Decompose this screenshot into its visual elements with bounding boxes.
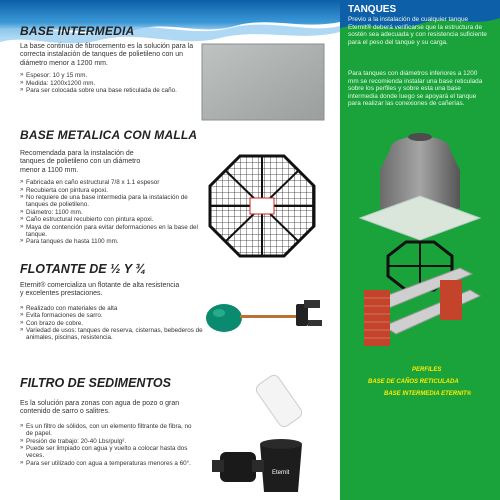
- bullet-list: [20, 305, 206, 342]
- section-filtro-sedimentos: [20, 376, 220, 467]
- list-item: » Diámetro: 1100 mm.: [20, 209, 198, 216]
- list-item: » Para tanques de hasta 1100 mm.: [20, 238, 198, 245]
- list-item: » Puede ser limpiado con agua y vuelto a colocar hasta dos veces.: [20, 445, 200, 460]
- bullet-list: [20, 72, 198, 94]
- list-item: » Fabricada en caño estructural 7/8 x 1.1 espesor: [20, 179, 198, 186]
- list-item: » Espesor: 10 y 15 mm.: [20, 72, 198, 79]
- section-flotante: [20, 262, 220, 342]
- section-body: La base continua de fibrocemento es la solución para la correcta instalación de tanques de polietileno con un diámetro menor a 1200 mm.: [20, 43, 194, 67]
- list-item: » Para ser utilizado con agua a temperaturas menores a 60°.: [20, 460, 200, 467]
- bullet-list: [20, 179, 198, 246]
- list-item: » Medida: 1200x1200 mm.: [20, 80, 198, 87]
- label-perfiles: PERFILES: [412, 367, 442, 373]
- section-body: Eternit® comercializa un flotante de alta resistencia y excelentes prestaciones.: [20, 282, 180, 298]
- panel-title: TANQUES: [348, 4, 397, 15]
- right-panel-tanques: [340, 0, 500, 500]
- label-base-canos: BASE DE CAÑOS RETICULADA: [368, 379, 459, 385]
- section-title: FLOTANTE DE ½ Y ¾: [20, 262, 146, 276]
- section-title: BASE INTERMEDIA: [20, 24, 135, 38]
- list-item: » Evita formaciones de sarro.: [20, 312, 206, 319]
- section-title: BASE METALICA CON MALLA: [20, 128, 198, 142]
- fibrocement-board-image: [200, 42, 326, 122]
- sediment-filter-image: [212, 370, 334, 496]
- panel-paragraph-1: Previo a la instalación de cualquier tanque Eternit® deberá verificarse que la estructura de sostén sea adecuada y con resistencia suficiente para el peso del tanque y su carga.: [348, 16, 487, 46]
- section-body: Es la solución para zonas con agua de pozo o gran contenido de sarro o salitres.: [20, 400, 180, 416]
- list-item: » Para ser colocada sobre una base reticulada de caño.: [20, 87, 198, 94]
- list-item: » Maya de contención para evitar deformaciones en la base del tanque.: [20, 224, 198, 239]
- list-item: » Variedad de usos: tanques de reserva, cisternas, bebederos de animales, piscinas, resistencia.: [20, 327, 206, 342]
- tank-installation-diagram: [340, 130, 500, 370]
- section-base-intermedia: [20, 24, 198, 94]
- float-valve-image: [204, 290, 330, 340]
- list-item: » Presión de trabajo: 20-40 Lbs/pulg².: [20, 438, 200, 445]
- list-item: » No requiere de una base intermedia para la instalación de tanques de polietileno.: [20, 194, 198, 209]
- section-body: Recomendada para la instalación de tanques de polietileno con un diámetro menor a 1100 mm.: [20, 150, 141, 174]
- list-item: » Recubierta con pintura epoxi.: [20, 187, 198, 194]
- label-base-intermedia: BASE INTERMEDIA ETERNIT®: [384, 391, 472, 397]
- section-title: FILTRO DE SEDIMENTOS: [20, 376, 171, 390]
- panel-paragraph-2: Para tanques con diámetros inferiores a 1200 mm se recomienda instalar una base reticulada sobre los perfiles y sobre esta una base intermedia donde luego se apoyará el tanque para realizar las conexiones de cañerías.: [348, 70, 483, 108]
- filter-brand-text: Eternit: [272, 470, 290, 476]
- list-item: » Realizado con materiales de alta: [20, 305, 206, 312]
- section-base-metalica: [20, 128, 220, 246]
- list-item: » Caño estructural recubierto con pintura epoxi.: [20, 216, 198, 223]
- octagon-metal-base-image: [204, 150, 320, 262]
- list-item: » Con brazo de cobre.: [20, 320, 206, 327]
- bullet-list: [20, 423, 200, 467]
- list-item: » Es un filtro de sólidos, con un elemento filtrante de fibra, no de papel.: [20, 423, 200, 438]
